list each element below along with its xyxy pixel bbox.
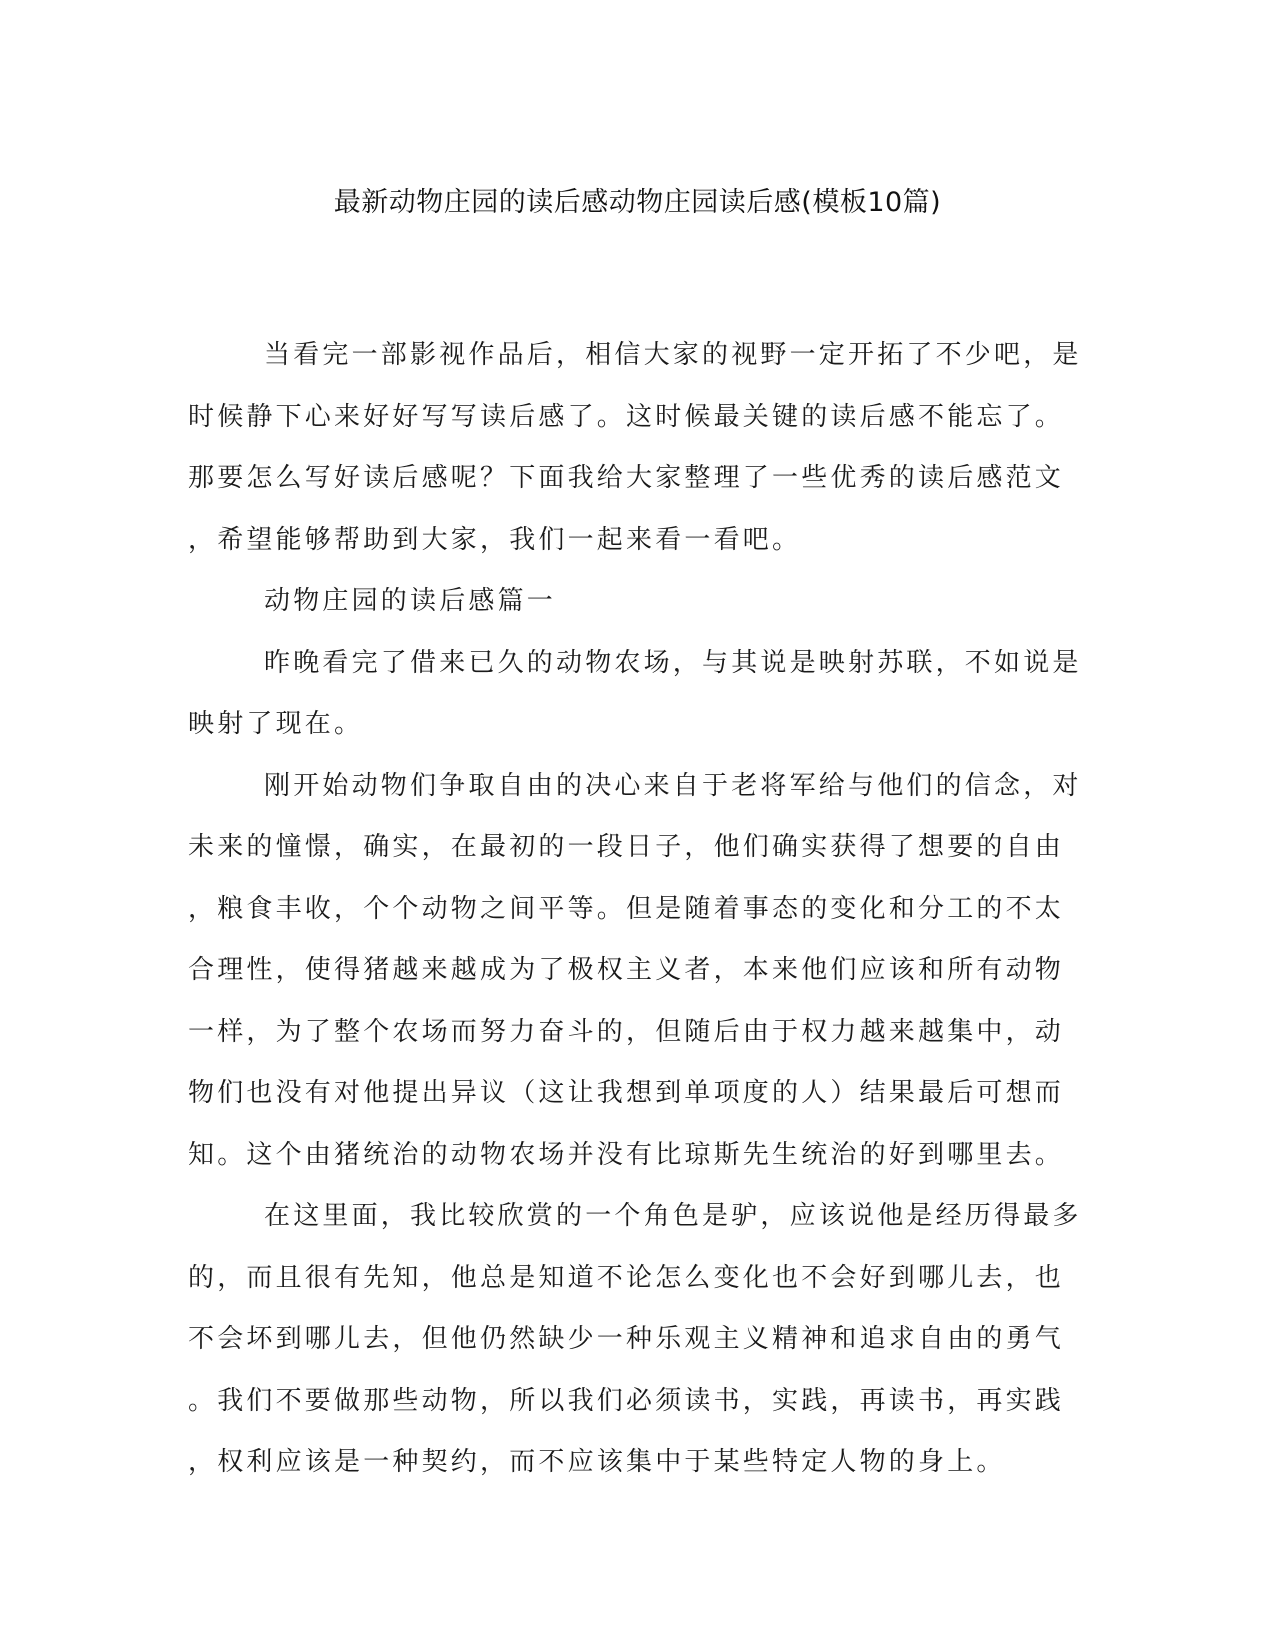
text-line: 动物庄园的读后感篇一 bbox=[264, 586, 557, 616]
text-line: 的，而且很有先知，他总是知道不论怎么变化也不会好到哪儿去，也 bbox=[188, 1262, 1065, 1293]
text-line: 当看完一部影视作品后，相信大家的视野一定开拓了不少吧，是 bbox=[264, 340, 1082, 370]
text-line: 昨晚看完了借来已久的动物农场，与其说是映射苏联，不如说是 bbox=[264, 647, 1082, 678]
text-line: 一样，为了整个农场而努力奋斗的，但随后由于权力越来越集中，动 bbox=[188, 1016, 1065, 1047]
text-line: 合理性，使得猪越来越成为了极权主义者，本来他们应该和所有动物 bbox=[188, 955, 1065, 985]
paragraph bbox=[188, 633, 1082, 756]
paragraph bbox=[188, 756, 1082, 1187]
text-line: 时候静下心来好好写写读后感了。这时候最关键的读后感不能忘了。 bbox=[188, 401, 1065, 432]
text-line: 刚开始动物们争取自由的决心来自于老将军给与他们的信念，对 bbox=[264, 770, 1082, 801]
text-line: 物们也没有对他提出异议（这让我想到单项度的人）结果最后可想而 bbox=[188, 1078, 1065, 1108]
text-line: ，权利应该是一种契约，而不应该集中于某些特定人物的身上。 bbox=[188, 1447, 1006, 1477]
document-body bbox=[188, 325, 1082, 1494]
paragraph-intro bbox=[188, 325, 1082, 571]
text-line: 未来的憧憬，确实，在最初的一段日子，他们确实获得了想要的自由 bbox=[188, 832, 1065, 862]
section-heading bbox=[188, 571, 1072, 633]
text-line: 映射了现在。 bbox=[188, 709, 364, 739]
text-line: 知。这个由猪统治的动物农场并没有比琼斯先生统治的好到哪里去。 bbox=[188, 1139, 1065, 1170]
text-line: 那要怎么写好读后感呢？下面我给大家整理了一些优秀的读后感范文 bbox=[188, 463, 1065, 493]
text-line: ，粮食丰收，个个动物之间平等。但是随着事态的变化和分工的不太 bbox=[188, 893, 1065, 924]
document-title: 最新动物庄园的读后感动物庄园读后感(模板10篇) bbox=[333, 187, 942, 218]
text-line: 在这里面，我比较欣赏的一个角色是驴，应该说他是经历得最多 bbox=[264, 1201, 1082, 1231]
paragraph bbox=[188, 1186, 1082, 1494]
text-line: 不会坏到哪儿去，但他仍然缺少一种乐观主义精神和追求自由的勇气 bbox=[188, 1324, 1065, 1354]
text-line: 。我们不要做那些动物，所以我们必须读书，实践，再读书，再实践 bbox=[188, 1385, 1065, 1416]
text-line: ，希望能够帮助到大家，我们一起来看一看吧。 bbox=[188, 524, 802, 555]
